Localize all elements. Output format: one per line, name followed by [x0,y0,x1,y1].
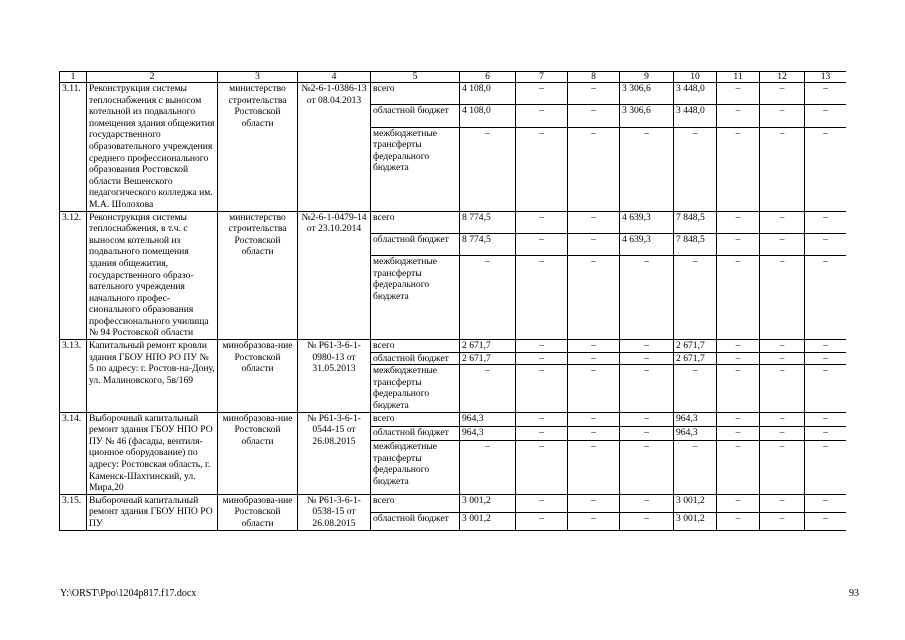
value-cell: – [620,426,674,440]
value-cell: – [805,233,847,255]
value-cell: – [760,256,805,340]
value-cell: – [805,441,847,495]
value-cell: 964,3 [674,412,717,426]
value-cell: 8 774,5 [460,211,516,233]
responsible-org: минобразова-ние Ростовской области [218,412,298,494]
value-cell: – [568,365,620,412]
value-cell: – [717,412,760,426]
value-cell: – [760,512,805,530]
document-table-wrapper [59,71,846,587]
value-cell: – [568,340,620,353]
responsible-org: минобразова-ние Ростовской области [218,494,298,530]
value-cell: 3 001,2 [460,512,516,530]
header-cell: 12 [760,72,805,83]
table-row [60,412,847,426]
project-name: Капитальный ремонт кровли здания ГБОУ НПО РО ПУ № 5 по адресу: г. Ростов-на-Дону, ул. Малиновского, 5в/169 [87,340,218,413]
table-row [60,83,847,105]
value-cell: – [516,426,568,440]
value-cell: – [717,105,760,127]
funding-source: всего [371,412,460,426]
row-number: 3.13. [60,340,87,413]
value-cell: – [760,365,805,412]
project-name: Реконструкция системы теплоснабжения с выносом котельной из подвального помещения здания общежития государственного образовательного учреждения среднего профессионального образования Ростовской области Вешенского педагогического колледжа им. М.А. Шолохова [87,83,218,212]
value-cell: – [516,105,568,127]
value-cell: – [620,340,674,353]
value-cell: – [805,340,847,353]
value-cell: – [760,441,805,495]
header-cell: 4 [298,72,371,83]
value-cell: – [516,365,568,412]
header-cell: 6 [460,72,516,83]
value-cell: – [760,352,805,365]
value-cell: 4 639,3 [620,211,674,233]
value-cell: – [620,365,674,412]
row-number: 3.11. [60,83,87,212]
value-cell: – [717,256,760,340]
funding-source: областной бюджет [371,233,460,255]
value-cell: 8 774,5 [460,233,516,255]
value-cell: – [568,494,620,512]
table-row [60,494,847,512]
value-cell: – [460,256,516,340]
value-cell: – [674,441,717,495]
row-number: 3.14. [60,412,87,494]
funding-source: областной бюджет [371,352,460,365]
value-cell: – [568,412,620,426]
funding-source: всего [371,211,460,233]
value-cell: – [717,426,760,440]
row-number: 3.12. [60,211,87,340]
responsible-org: министерство строительства Ростовской области [218,211,298,340]
document-ref: № Р61-3-6-1-0538-15 от 26.08.2015 [298,494,371,530]
header-row [60,72,847,83]
value-cell: – [460,365,516,412]
value-cell: – [805,211,847,233]
value-cell: – [568,352,620,365]
value-cell: – [516,256,568,340]
project-name: Выборочный капитальный ремонт здания ГБОУ НПО РО ПУ № 46 (фасады, вентиля-ционное оборудование) по адресу: Ростовская область, г. Каменск-Шахтинский, ул. Мира,20 [87,412,218,494]
value-cell: – [620,512,674,530]
value-cell: – [760,426,805,440]
value-cell: – [568,211,620,233]
header-cell: 5 [371,72,460,83]
value-cell: – [717,512,760,530]
responsible-org: министерство строительства Ростовской области [218,83,298,212]
value-cell: – [717,352,760,365]
funding-source: межбюджетные трансферты федерального бюджета [371,256,460,340]
value-cell: – [620,412,674,426]
value-cell: – [516,441,568,495]
value-cell: – [460,441,516,495]
value-cell: – [760,494,805,512]
value-cell: – [717,494,760,512]
value-cell: 2 671,7 [460,340,516,353]
header-cell: 1 [60,72,87,83]
value-cell: – [516,127,568,211]
value-cell: – [717,441,760,495]
footer-page-number: 93 [849,588,859,599]
value-cell: – [805,352,847,365]
value-cell: 3 001,2 [460,494,516,512]
value-cell: – [805,256,847,340]
row-number: 3.15. [60,494,87,530]
funding-source: всего [371,340,460,353]
value-cell: – [620,441,674,495]
value-cell: – [717,211,760,233]
document-ref: №2-6-1-0479-14 от 23.10.2014 [298,211,371,340]
value-cell: – [568,127,620,211]
value-cell: – [568,256,620,340]
value-cell: 3 448,0 [674,105,717,127]
header-cell: 3 [218,72,298,83]
value-cell: – [805,127,847,211]
header-cell: 11 [717,72,760,83]
value-cell: – [717,365,760,412]
header-cell: 7 [516,72,568,83]
value-cell: – [620,494,674,512]
value-cell: – [568,233,620,255]
value-cell: – [516,412,568,426]
value-cell: – [760,105,805,127]
funding-source: межбюджетные трансферты федерального бюджета [371,127,460,211]
value-cell: – [568,105,620,127]
project-name: Реконструкция системы теплоснабжения, в т.ч. с выносом котельной из подвального помещения здания общежития, государственного образо-вательного учреждения начального профес-сионального образования профессионального училища № 94 Ростовской области [87,211,218,340]
value-cell: – [805,83,847,105]
value-cell: – [674,127,717,211]
value-cell: – [805,105,847,127]
value-cell: 4 108,0 [460,105,516,127]
value-cell: – [760,340,805,353]
value-cell: – [717,83,760,105]
value-cell: – [760,83,805,105]
value-cell: 964,3 [460,426,516,440]
value-cell: – [805,412,847,426]
value-cell: – [717,340,760,353]
value-cell: – [516,512,568,530]
value-cell: 3 001,2 [674,512,717,530]
value-cell: 3 306,6 [620,83,674,105]
header-cell: 2 [87,72,218,83]
value-cell: – [620,256,674,340]
funding-source: межбюджетные трансферты федерального бюджета [371,441,460,495]
value-cell: – [620,127,674,211]
value-cell: – [516,352,568,365]
value-cell: – [460,127,516,211]
value-cell: – [717,233,760,255]
value-cell: 2 671,7 [674,352,717,365]
value-cell: – [516,494,568,512]
value-cell: – [516,233,568,255]
value-cell: 4 639,3 [620,233,674,255]
budget-table [59,71,846,531]
value-cell: – [805,512,847,530]
value-cell: – [516,83,568,105]
value-cell: – [760,233,805,255]
project-name: Выборочный капитальный ремонт здания ГБОУ НПО РО ПУ [87,494,218,530]
header-cell: 8 [568,72,620,83]
table-row [60,340,847,353]
value-cell: – [760,211,805,233]
value-cell: – [674,365,717,412]
value-cell: 3 448,0 [674,83,717,105]
value-cell: – [760,412,805,426]
value-cell: – [620,352,674,365]
document-ref: №2-6-1-0386-13 от 08.04.2013 [298,83,371,212]
value-cell: – [805,494,847,512]
header-cell: 10 [674,72,717,83]
table-row [60,211,847,233]
responsible-org: минобразова-ние Ростовской области [218,340,298,413]
header-cell: 9 [620,72,674,83]
value-cell: – [805,365,847,412]
value-cell: 4 108,0 [460,83,516,105]
value-cell: 7 848,5 [674,211,717,233]
value-cell: 2 671,7 [674,340,717,353]
document-ref: № Р61-3-6-1-0980-13 от 31.05.2013 [298,340,371,413]
value-cell: – [805,426,847,440]
footer-file-path: Y:\ORST\Ppo\1204p817.f17.docx [60,588,197,599]
value-cell: 2 671,7 [460,352,516,365]
funding-source: областной бюджет [371,105,460,127]
value-cell: 3 306,6 [620,105,674,127]
value-cell: 3 001,2 [674,494,717,512]
value-cell: – [568,426,620,440]
value-cell: – [674,256,717,340]
funding-source: всего [371,494,460,512]
document-ref: № Р61-3-6-1-0544-15 от 26.08.2015 [298,412,371,494]
value-cell: 7 848,5 [674,233,717,255]
value-cell: 964,3 [674,426,717,440]
value-cell: 964,3 [460,412,516,426]
value-cell: – [568,512,620,530]
funding-source: межбюджетные трансферты федерального бюджета [371,365,460,412]
header-cell: 13 [805,72,847,83]
value-cell: – [568,83,620,105]
value-cell: – [516,340,568,353]
value-cell: – [760,127,805,211]
funding-source: областной бюджет [371,512,460,530]
value-cell: – [568,441,620,495]
funding-source: всего [371,83,460,105]
value-cell: – [717,127,760,211]
table-body [60,72,847,531]
value-cell: – [516,211,568,233]
funding-source: областной бюджет [371,426,460,440]
